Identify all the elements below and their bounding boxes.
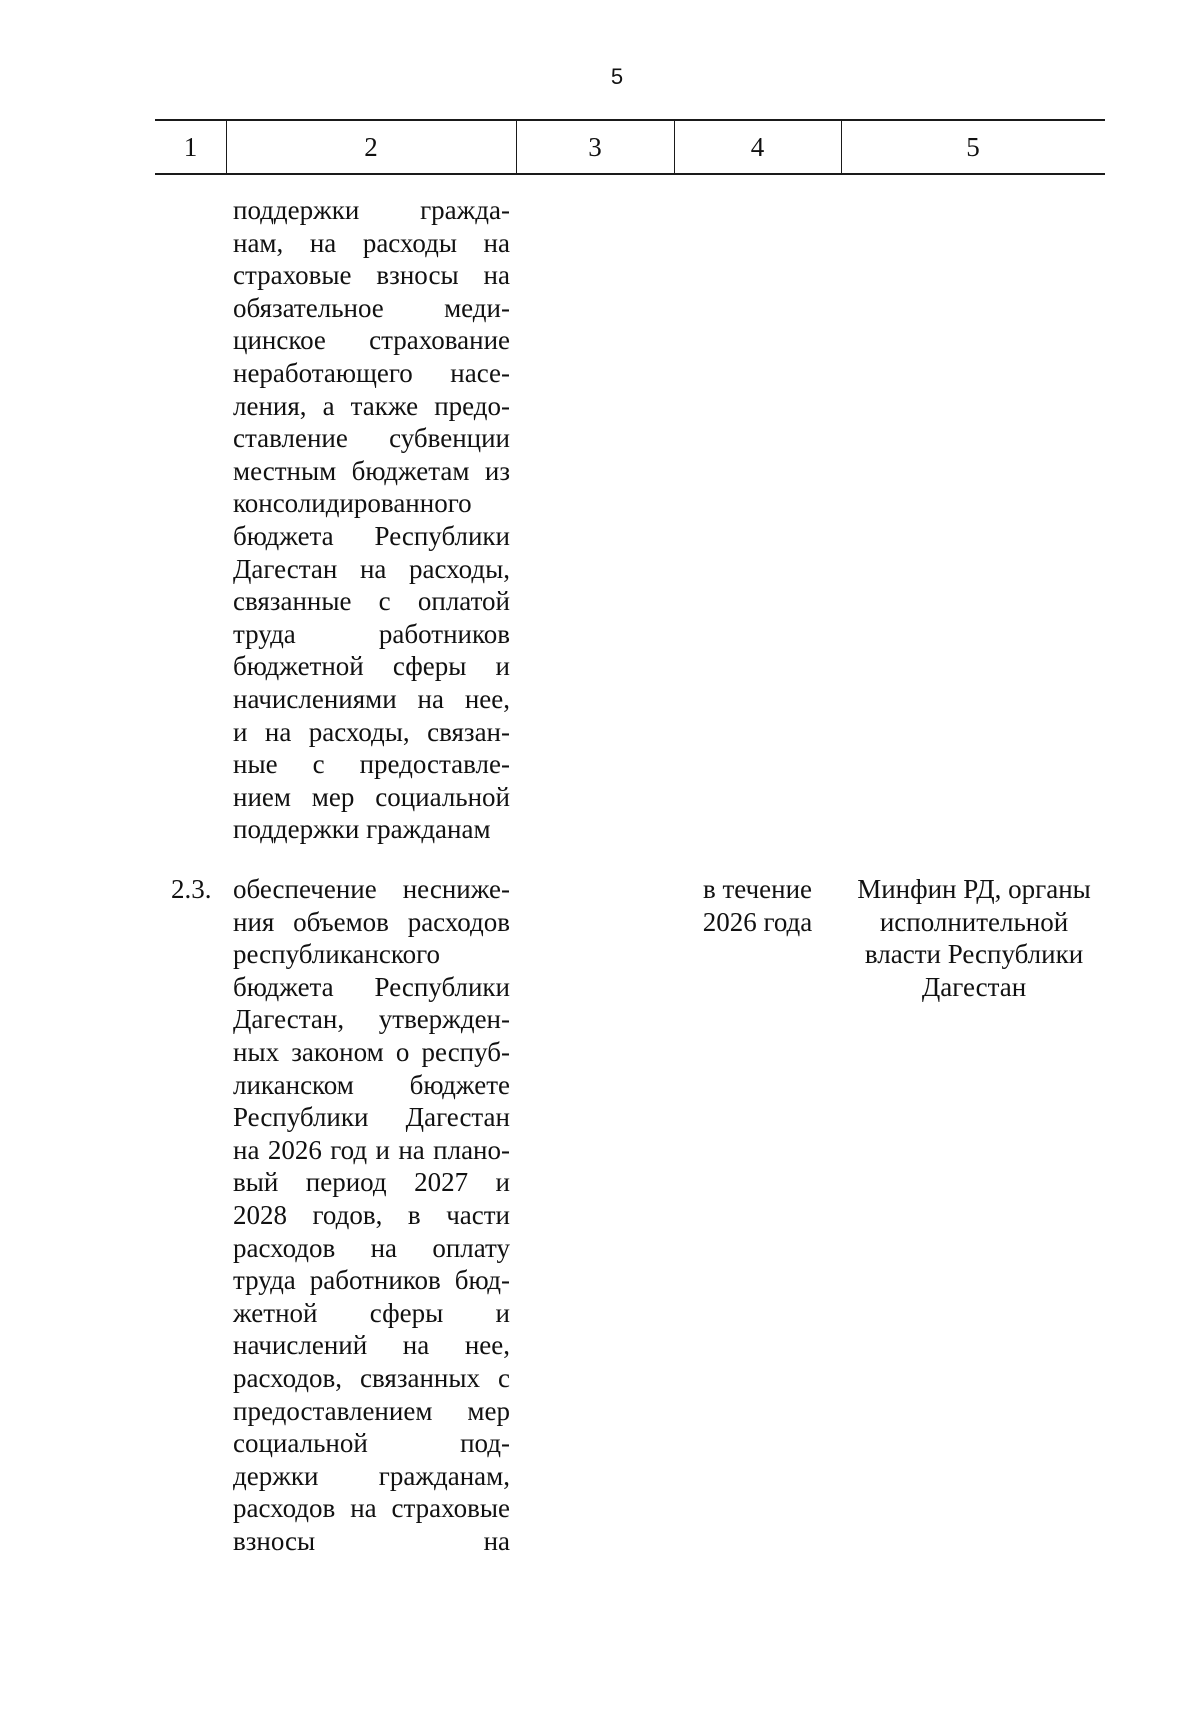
text-line: цинское страхование: [233, 325, 510, 356]
text-line: ставление субвенции: [233, 423, 510, 454]
text-line: ления, а также предо-: [233, 390, 510, 421]
text-line: республиканского: [233, 939, 440, 970]
text-line: на 2026 год и на плано-: [233, 1134, 510, 1165]
header-col-2: 2: [364, 131, 378, 162]
row-2-3-deadline: [680, 873, 835, 938]
text-line: ния объемов расходов: [233, 906, 510, 937]
text-line: обеспечение несниже-: [233, 874, 510, 904]
text-line: Дагестан, утвержден-: [233, 1004, 510, 1035]
text-line: бюджета Республики: [233, 520, 510, 551]
text-line: вый период 2027 и: [233, 1167, 510, 1198]
continued-row-text: [233, 194, 510, 846]
header-col-4: 4: [750, 131, 765, 162]
row-2-3-text: [233, 873, 510, 1557]
text-line: ных законом о респуб-: [233, 1036, 510, 1067]
text-line: труда работников бюд-: [233, 1265, 510, 1296]
text-line: жетной сферы и: [233, 1297, 510, 1328]
text-line: предоставлением мер: [233, 1395, 510, 1426]
header-col-1: 1: [183, 131, 198, 162]
responsible-line: власти Республики: [864, 939, 1084, 970]
text-line: расходов на оплату: [233, 1232, 510, 1263]
text-line: социальной под-: [233, 1428, 510, 1459]
text-line: расходов на страховые: [233, 1493, 510, 1524]
text-line: начислений на нее,: [233, 1330, 510, 1361]
text-line: расходов, связанных с: [233, 1362, 510, 1393]
text-line: неработающего насе-: [233, 357, 510, 388]
text-line: ликанском бюджете: [233, 1069, 510, 1100]
text-line: начислениями на нее,: [233, 683, 510, 714]
text-line: держки гражданам,: [233, 1460, 510, 1491]
text-line: страховые взносы на: [233, 260, 510, 291]
text-line: 2028 годов, в части: [233, 1199, 510, 1230]
text-line: поддержки гражданам: [233, 814, 491, 845]
text-line: труда работников: [233, 618, 510, 649]
text-line: нием мер социальной: [233, 781, 510, 812]
responsible-line: Минфин РД, органы: [857, 874, 1091, 904]
responsible-line: Дагестан: [921, 971, 1027, 1002]
text-line: ные с предоставле-: [233, 749, 510, 780]
text-line: связанные с оплатой: [233, 586, 510, 617]
deadline-line: 2026 года: [702, 906, 813, 937]
text-line: Дагестан на расходы,: [233, 553, 510, 584]
header-col-3: 3: [588, 131, 602, 162]
row-number: 2.3.: [171, 874, 212, 904]
responsible-line: исполнительной: [879, 906, 1069, 937]
page-number: 5: [610, 64, 624, 89]
text-line: Республики Дагестан: [233, 1102, 510, 1133]
text-line: консолидированного: [233, 488, 472, 519]
table-header: [155, 119, 1105, 175]
row-2-3-responsible: [842, 873, 1106, 1003]
deadline-line: в течение: [702, 874, 813, 904]
header-col-5: 5: [966, 131, 980, 162]
text-line: бюджетной сферы и: [233, 651, 510, 682]
text-line: и на расходы, связан-: [233, 716, 510, 747]
text-line: поддержки гражда-: [233, 195, 510, 225]
text-line: обязательное меди-: [233, 292, 510, 323]
text-line: бюджета Республики: [233, 971, 510, 1002]
text-line: местным бюджетам из: [233, 455, 510, 486]
text-line: нам, на расходы на: [233, 227, 510, 258]
text-line: взносы на: [233, 1525, 510, 1556]
